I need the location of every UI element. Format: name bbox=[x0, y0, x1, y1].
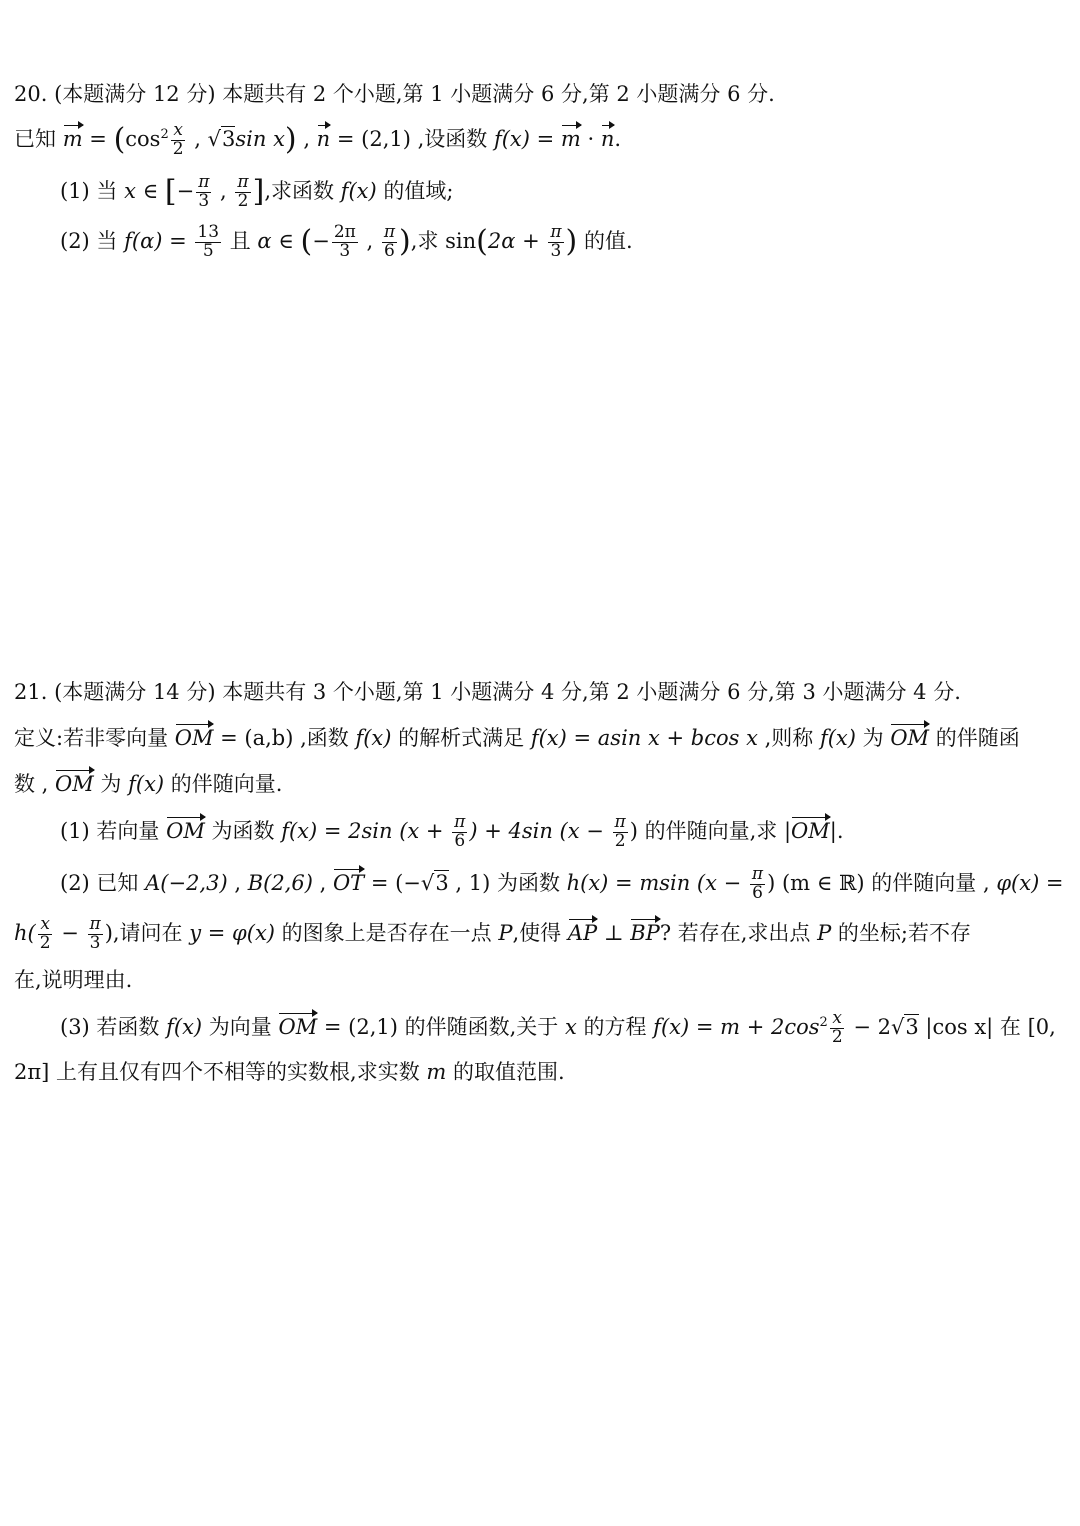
text: sin x bbox=[235, 127, 285, 151]
text: 为函数 bbox=[204, 818, 282, 843]
fraction bbox=[382, 224, 397, 261]
text: |cos x| 在 [0, bbox=[918, 1014, 1056, 1039]
q20-header: 20. (本题满分 12 分) 本题共有 2 个小题,第 1 小题满分 6 分,第 2 小题满分 6 分. bbox=[14, 82, 775, 106]
text: f(x) = bbox=[493, 127, 561, 151]
text: x bbox=[564, 1014, 577, 1039]
text: 的伴随向量. bbox=[164, 772, 283, 796]
denominator: 3 bbox=[550, 241, 562, 261]
text: ,使得 bbox=[512, 920, 568, 945]
vector-ot: OT bbox=[332, 870, 365, 895]
text: (2) 当 bbox=[60, 229, 125, 253]
text: ) 的伴随向量,求 | bbox=[629, 818, 792, 843]
fraction bbox=[235, 174, 250, 211]
denominator: 2 bbox=[237, 191, 249, 211]
text: 已知 bbox=[14, 127, 56, 151]
text: f(x) = 2sin (x + bbox=[281, 818, 451, 843]
numerator: π bbox=[751, 864, 764, 884]
numerator: π bbox=[614, 812, 626, 832]
fraction bbox=[452, 814, 467, 851]
text: ⊥ bbox=[597, 920, 631, 945]
denominator: 2 bbox=[831, 1026, 843, 1047]
sqrt-icon: √ bbox=[890, 1014, 905, 1039]
text: ,求函数 bbox=[264, 179, 341, 203]
vector-bp: BP bbox=[630, 920, 660, 945]
text: f(x) = asin x + bcos x bbox=[530, 726, 758, 750]
text: ) + 4sin (x − bbox=[469, 818, 611, 843]
denominator: 6 bbox=[454, 830, 466, 851]
numerator: π bbox=[454, 812, 466, 832]
q21-part3-line1 bbox=[60, 1010, 1056, 1047]
text: ∈ bbox=[271, 229, 301, 253]
fraction bbox=[171, 122, 186, 159]
text: P bbox=[817, 920, 832, 945]
denominator: 2 bbox=[39, 932, 51, 953]
vector-om: OM bbox=[791, 818, 830, 843]
text: = (2,1) 的伴随函数,关于 bbox=[317, 1014, 565, 1039]
numerator: π bbox=[383, 222, 396, 243]
vector-om: OM bbox=[174, 726, 214, 750]
text: 且 bbox=[223, 229, 258, 253]
text: h(x) = msin (x − bbox=[566, 870, 748, 895]
denominator: 2 bbox=[614, 830, 626, 851]
q21-part1 bbox=[60, 814, 844, 851]
vector-m: m bbox=[62, 127, 83, 151]
numerator: x bbox=[173, 120, 183, 141]
sqrt-icon: √ bbox=[420, 870, 435, 895]
exponent: 2 bbox=[819, 1014, 828, 1030]
text: P bbox=[498, 920, 513, 945]
q20-part1 bbox=[60, 174, 453, 211]
text: x bbox=[124, 179, 136, 203]
text: − bbox=[312, 229, 330, 253]
text: 的取值范围. bbox=[446, 1060, 565, 1084]
text: 为向量 bbox=[202, 1014, 279, 1039]
fraction bbox=[548, 224, 563, 261]
text: (1) 当 bbox=[60, 179, 125, 203]
numerator: 2π bbox=[333, 222, 356, 243]
text: cos bbox=[125, 127, 161, 151]
text: . bbox=[614, 127, 622, 151]
text: − bbox=[176, 179, 195, 203]
text: B(2,6) bbox=[247, 870, 313, 895]
text: = (2,1) ,设函数 bbox=[330, 127, 494, 151]
text: · bbox=[580, 127, 601, 151]
fraction bbox=[88, 916, 103, 953]
text: f(x) bbox=[819, 726, 856, 750]
vector-om: OM bbox=[55, 772, 94, 796]
fraction bbox=[750, 866, 765, 903]
denominator: 2 bbox=[172, 139, 184, 159]
text: A(−2,3) bbox=[145, 870, 228, 895]
text: , bbox=[187, 127, 208, 151]
text: 2α + bbox=[487, 229, 547, 253]
paren: ( bbox=[300, 224, 313, 259]
text: h( bbox=[14, 920, 36, 945]
text: (2) 已知 bbox=[60, 870, 146, 895]
fraction bbox=[830, 1010, 845, 1047]
text: |. bbox=[829, 818, 844, 843]
text: = bbox=[82, 127, 114, 151]
text: = (a,b) ,函数 bbox=[213, 726, 356, 750]
denominator: 6 bbox=[384, 241, 395, 261]
denominator: 5 bbox=[202, 241, 214, 261]
text: f(x) = m + 2cos bbox=[653, 1014, 820, 1039]
paren: ( bbox=[476, 224, 488, 259]
text: 的坐标;若不存 bbox=[831, 920, 971, 945]
denominator: 3 bbox=[339, 241, 351, 261]
text: (3) 若函数 bbox=[60, 1014, 167, 1039]
vector-om: OM bbox=[278, 1014, 318, 1039]
q21-def-line2 bbox=[14, 768, 282, 798]
bracket: [ bbox=[164, 174, 177, 209]
text: f(x) bbox=[166, 1014, 203, 1039]
text: 为 bbox=[855, 726, 891, 750]
text: , bbox=[213, 179, 234, 203]
vector-om: OM bbox=[890, 726, 930, 750]
text: ,求 sin bbox=[410, 229, 477, 253]
fraction bbox=[332, 224, 358, 261]
text: , bbox=[296, 127, 317, 151]
text: ? 若存在,求出点 bbox=[659, 920, 818, 945]
exponent: 2 bbox=[160, 127, 169, 142]
text: 的解析式满足 bbox=[391, 726, 531, 750]
text: ),请问在 bbox=[104, 920, 190, 945]
q21-part2-line3: 在,说明理由. bbox=[14, 968, 133, 992]
text: f(x) bbox=[355, 726, 392, 750]
paren: ( bbox=[113, 122, 126, 157]
bracket: ] bbox=[252, 174, 265, 209]
numerator: x bbox=[40, 914, 50, 934]
fraction bbox=[38, 916, 53, 953]
denominator: 6 bbox=[752, 882, 763, 903]
text: α bbox=[257, 229, 272, 253]
text: f(x) bbox=[340, 179, 377, 203]
q20-part2 bbox=[60, 224, 633, 261]
q21-part2-line1 bbox=[60, 866, 1064, 903]
fraction bbox=[195, 224, 221, 261]
sqrt-icon: √ bbox=[207, 127, 221, 151]
denominator: 3 bbox=[198, 191, 210, 211]
text: − 2 bbox=[846, 1014, 891, 1039]
text: 定义:若非零向量 bbox=[14, 726, 175, 750]
vector-n: n bbox=[316, 127, 331, 151]
text: ∈ bbox=[135, 179, 165, 203]
fraction bbox=[196, 174, 211, 211]
q21-part3-line2 bbox=[14, 1056, 565, 1086]
text: 的方程 bbox=[576, 1014, 654, 1039]
vector-om: OM bbox=[166, 818, 205, 843]
text: ) (m ∈ ℝ) 的伴随向量 , bbox=[767, 870, 997, 895]
numerator: π bbox=[550, 222, 562, 243]
paren: ) bbox=[565, 224, 578, 259]
text: = (− bbox=[364, 870, 421, 895]
text: , bbox=[227, 870, 248, 895]
text: y = φ(x) bbox=[189, 920, 275, 945]
text: (1) 若向量 bbox=[60, 818, 167, 843]
paren: ) bbox=[284, 122, 297, 157]
q21-part2-line2 bbox=[14, 916, 971, 953]
text: , bbox=[312, 870, 333, 895]
text: m bbox=[426, 1060, 447, 1084]
text: − bbox=[54, 920, 86, 945]
denominator: 3 bbox=[89, 932, 101, 953]
fraction bbox=[613, 814, 628, 851]
q20-intro bbox=[14, 122, 621, 159]
numerator: x bbox=[832, 1008, 843, 1028]
text: 的图象上是否存在一点 bbox=[274, 920, 499, 945]
radicand: 3 bbox=[222, 127, 236, 151]
numerator: π bbox=[198, 172, 210, 193]
numerator: π bbox=[89, 914, 101, 934]
vector-m: m bbox=[560, 127, 581, 151]
vector-n: n bbox=[600, 127, 615, 151]
text: 为 bbox=[93, 772, 129, 796]
text: 的值. bbox=[577, 229, 633, 253]
text: 数 , bbox=[14, 772, 56, 796]
numerator: π bbox=[237, 172, 249, 193]
text: ,则称 bbox=[757, 726, 820, 750]
text: , 1) 为函数 bbox=[448, 870, 567, 895]
numerator: 13 bbox=[197, 222, 220, 243]
q21-def-line1 bbox=[14, 722, 1020, 752]
text: φ(x) = bbox=[996, 870, 1064, 895]
vector-ap: AP bbox=[567, 920, 598, 945]
text: 的值域; bbox=[376, 179, 454, 203]
text: 2π] 上有且仅有四个不相等的实数根,求实数 bbox=[14, 1060, 427, 1084]
radicand: 3 bbox=[435, 870, 449, 895]
text: f(α) = bbox=[124, 229, 194, 253]
q21-header: 21. (本题满分 14 分) 本题共有 3 个小题,第 1 小题满分 4 分,第 2 小题满分 6 分,第 3 小题满分 4 分. bbox=[14, 680, 961, 704]
paren: ) bbox=[399, 224, 411, 259]
text: 的伴随函 bbox=[929, 726, 1020, 750]
radicand: 3 bbox=[905, 1014, 919, 1039]
text: f(x) bbox=[128, 772, 165, 796]
text: , bbox=[359, 229, 380, 253]
